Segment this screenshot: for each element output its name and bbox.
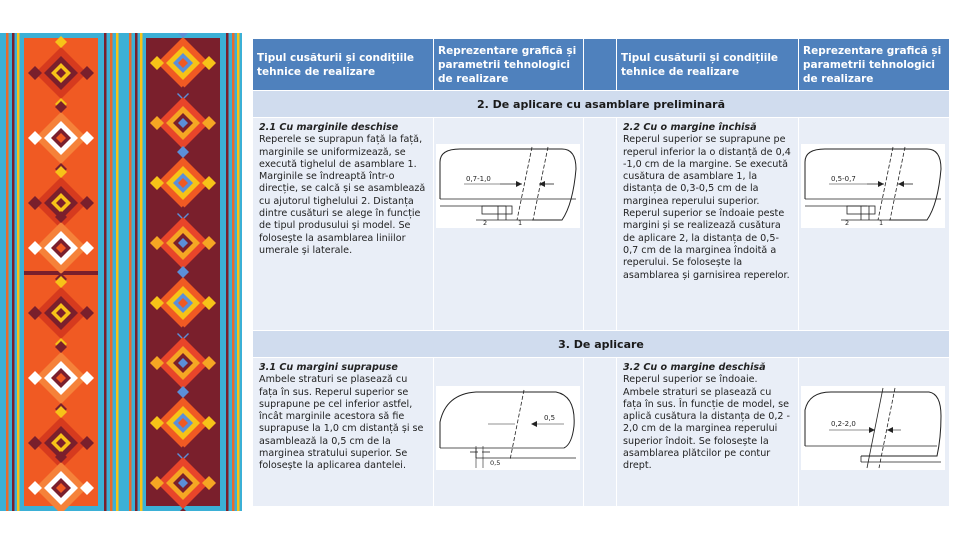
seam-diagram-2-2 xyxy=(801,144,945,228)
ornament-stripe xyxy=(140,33,143,511)
table-row xyxy=(253,358,950,507)
header-seam-type-1: Tipul cusăturii și condițiile tehnice de realizare xyxy=(253,39,434,91)
dimension-label: 0,5-0,7 xyxy=(831,175,856,183)
seam-label-2: 2 xyxy=(845,219,850,227)
seam-title: 3.2 Cu o margine deschisă xyxy=(623,362,766,373)
seam-description-2-1 xyxy=(253,118,434,331)
ornament-stripe xyxy=(17,33,20,511)
seam-title: 2.1 Cu marginile deschise xyxy=(259,122,399,133)
spacer-cell xyxy=(584,358,617,507)
header-spacer xyxy=(584,39,617,91)
ornament-stripe xyxy=(116,33,119,511)
section-title: 3. De aplicare xyxy=(253,331,950,358)
seam-types-table xyxy=(252,38,950,507)
seam-label-2: 2 xyxy=(483,219,488,227)
seam-diagram-cell-3-1 xyxy=(434,358,584,507)
seam-title: 3.1 Cu margini suprapuse xyxy=(259,362,398,373)
seam-text: Reperul superior se suprapune pe reperul inferior la o distanță de 0,4 -1,0 cm de la margine. Se execută cusătura de asamblare 1, la distanța de 0,3-0,5 cm de la marginea reperului superior. Reperul superior se îndoaie peste margini și se realizează cusătura de aplicare 2, la distanța de 0,5-0,7 cm de la marginea îndoită a reperului. Se folosește la asamblarea și garnisirea reperelor. xyxy=(623,134,791,281)
header-graphic-2: Reprezentare grafică și parametrii tehnologici de realizare xyxy=(799,39,950,91)
seam-diagram-cell-2-2 xyxy=(799,118,950,331)
seam-text: Reperul superior se îndoaie. Ambele straturi se plasează cu fața în sus. În funcție de model, se aplică cusătura la distanța de 0,2 - 2,0 cm de la marginea reperului superior îndoit. Se folosește la asamblarea plătcilor pe contur drept. xyxy=(623,374,791,472)
table-row xyxy=(253,118,950,331)
ornament-stripe xyxy=(237,33,240,511)
ornament-stripe xyxy=(226,33,229,511)
header-seam-type-2: Tipul cusăturii și condițiile tehnice de realizare xyxy=(617,39,799,91)
seam-description-2-2 xyxy=(617,118,799,331)
seam-diagram-3-2 xyxy=(801,386,945,470)
ornament-stripe xyxy=(129,33,132,511)
ornament-stripe xyxy=(135,33,138,511)
dimension-label: 0,5 xyxy=(544,414,556,422)
seam-text: Reperele se suprapun față la față, marginile se uniformizează, se execută tighelul de asamblare 1. Marginile se îndreaptă într-o direcție, se calcă și se asamblează cu ajutorul tighelului 2. Distanța dintre cusături se alege în funcție de tipul produsului și model. Se folosește la asamblarea liniilor umerale și laterale. xyxy=(259,134,426,256)
seam-description-3-2 xyxy=(617,358,799,507)
seam-diagram-3-1 xyxy=(436,386,580,470)
dimension-label: 0,7-1,0 xyxy=(466,175,491,183)
ornament-stripe xyxy=(104,33,107,511)
ornament-stripe xyxy=(110,33,113,511)
section-title: 2. De aplicare cu asamblare preliminară xyxy=(253,91,950,118)
dimension-label-secondary: 0,5 xyxy=(490,459,501,467)
header-graphic-1: Reprezentare grafică și parametrii tehnologici de realizare xyxy=(434,39,584,91)
seam-title: 2.2 Cu o margine închisă xyxy=(623,122,757,133)
dimension-label: 0,2-2,0 xyxy=(831,420,856,428)
seam-description-3-1 xyxy=(253,358,434,507)
seam-label-1: 1 xyxy=(879,219,884,227)
seam-diagram-cell-3-2 xyxy=(799,358,950,507)
table-header-row xyxy=(253,39,950,91)
seam-diagram-2-1 xyxy=(436,144,580,228)
section-row-2 xyxy=(253,91,950,118)
spacer-cell xyxy=(584,118,617,331)
seam-text: Ambele straturi se plasează cu fața în sus. Reperul superior se suprapune pe cel inferior astfel, încât marginile acestora să fie suprapuse la 1,0 cm distanță și se asamblează la 0,5 cm de la marginea stratului superior. Se folosește la aplicarea dantelei. xyxy=(259,374,424,472)
seam-label-1: 1 xyxy=(518,219,523,227)
ornament-stripe xyxy=(12,33,15,511)
seam-diagram-cell-2-1 xyxy=(434,118,584,331)
section-row-3 xyxy=(253,331,950,358)
ornament-stripe xyxy=(232,33,235,511)
folk-ornament-image xyxy=(0,33,242,511)
ornament-stripe xyxy=(6,33,9,511)
